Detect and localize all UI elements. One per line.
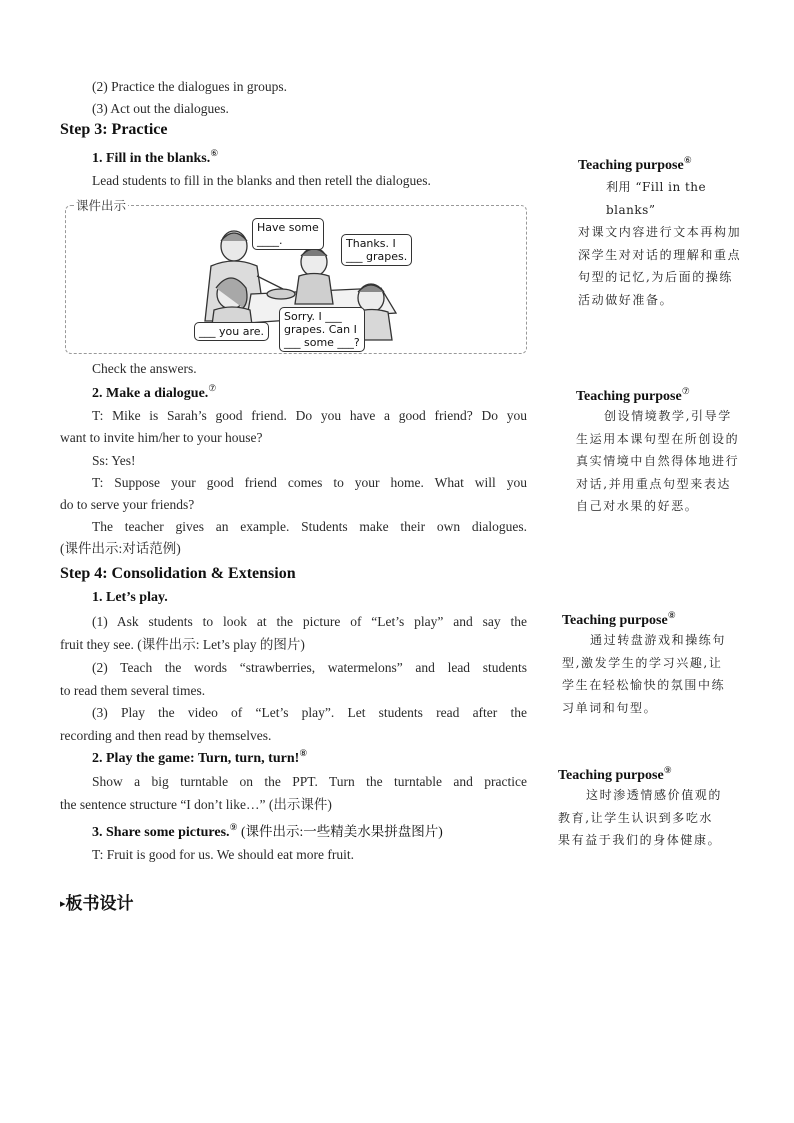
teaching-note-sup: ⑨ bbox=[663, 765, 672, 775]
teaching-note-line: 通过转盘游戏和操练句 bbox=[590, 633, 727, 647]
share-pictures-heading bbox=[92, 820, 443, 841]
bubble-you-are-line: ___ you are. bbox=[199, 325, 264, 338]
dialogue-t1-line1: T: Mike is Sarah’s good friend. Do you have a good friend? Do you bbox=[92, 408, 527, 423]
fill-blanks-text: Lead students to fill in the blanks and then retell the dialogues. bbox=[92, 173, 431, 188]
bubble-sorry bbox=[279, 307, 365, 352]
teaching-note-sup: ⑧ bbox=[667, 610, 676, 620]
teaching-note-line: 对话,并用重点句型来表达 bbox=[576, 476, 732, 491]
teaching-note-title bbox=[558, 765, 738, 784]
lets-play-p1-line2: fruit they see. (课件出示: Let’s play 的图片) bbox=[60, 637, 305, 652]
teaching-note-line: 生运用本课句型在所创设的 bbox=[576, 431, 740, 446]
teaching-note-title-label: Teaching purpose bbox=[562, 613, 668, 628]
dialogue-t2-line2: do to serve your friends? bbox=[60, 497, 195, 512]
lets-play-heading: 1. Let’s play. bbox=[92, 590, 168, 605]
bubble-have-some-line1: Have some bbox=[257, 221, 319, 234]
lets-play-p2-line1: (2) Teach the words “strawberries, watermelons” and lead students bbox=[92, 660, 527, 675]
bubble-sorry-line2: grapes. Can I bbox=[284, 323, 357, 336]
teaching-note-line: 果有益于我们的身体健康。 bbox=[558, 833, 722, 847]
teaching-note-line: 教育,让学生认识到多吃水 bbox=[558, 810, 714, 825]
turntable-game-heading bbox=[92, 748, 307, 767]
teaching-note-line: 习单词和句型。 bbox=[562, 700, 658, 715]
teaching-note-title-label: Teaching purpose bbox=[578, 158, 684, 173]
teaching-note-title-label: Teaching purpose bbox=[558, 768, 664, 783]
teaching-note-8 bbox=[562, 610, 742, 719]
teaching-note-line: 深学生对对话的理解和重点 bbox=[578, 247, 742, 262]
act-out-line: (3) Act out the dialogues. bbox=[92, 101, 229, 116]
board-design-label: 板书设计 bbox=[65, 894, 134, 914]
teaching-note-title bbox=[576, 386, 756, 405]
teaching-note-line: 创设情境教学,引导学 bbox=[604, 409, 732, 423]
practice-groups-line: (2) Practice the dialogues in groups. bbox=[92, 79, 287, 94]
bubble-thanks-line2: ___ grapes. bbox=[346, 250, 408, 263]
share-pictures-label: 3. Share some pictures. bbox=[92, 825, 230, 840]
bubble-have-some bbox=[252, 218, 324, 250]
teaching-note-title bbox=[562, 610, 742, 629]
teaching-note-7 bbox=[576, 386, 756, 518]
teacher-example-line1: The teacher gives an example. Students make their own dialogues. bbox=[92, 519, 527, 534]
footnote-7-marker: ⑦ bbox=[208, 383, 217, 393]
dialogue-t2-line1: T: Suppose your good friend comes to your home. What will you bbox=[92, 475, 527, 490]
teaching-note-line: 自己对水果的好恶。 bbox=[576, 499, 699, 513]
teaching-note-sup: ⑦ bbox=[681, 386, 690, 396]
turntable-line2: the sentence structure “I don’t like…” (出示课件) bbox=[60, 797, 332, 812]
footnote-6-marker: ⑥ bbox=[210, 148, 219, 158]
footnote-8-marker: ⑧ bbox=[299, 748, 308, 758]
turntable-game-label: 2. Play the game: Turn, turn, turn! bbox=[92, 751, 300, 766]
fill-blanks-heading bbox=[92, 148, 218, 167]
lets-play-p1-line1: (1) Ask students to look at the picture of “Let’s play” and say the bbox=[92, 614, 527, 629]
bubble-thanks bbox=[341, 234, 412, 266]
bubble-you-are bbox=[194, 322, 269, 341]
turntable-line1: Show a big turntable on the PPT. Turn the turntable and practice bbox=[92, 774, 527, 789]
courseware-label: 课件出示 bbox=[76, 198, 127, 213]
teaching-note-line: 句型的记忆,为后面的操练 bbox=[578, 270, 734, 284]
teaching-note-line: 型,激发学生的学习兴趣,让 bbox=[562, 655, 723, 670]
board-design-heading bbox=[60, 889, 134, 914]
teaching-note-line: 这时渗透情感价值观的 bbox=[586, 788, 723, 802]
bubble-sorry-line3: ___ some ___? bbox=[284, 336, 360, 349]
teaching-note-line: 学生在轻松愉快的氛围中练 bbox=[562, 678, 726, 692]
teaching-note-9 bbox=[558, 765, 738, 852]
step4-heading: Step 4: Consolidation & Extension bbox=[60, 565, 296, 582]
lets-play-p3-line1: (3) Play the video of “Let’s play”. Let students read after the bbox=[92, 705, 527, 720]
board-marker-icon: ▸ bbox=[60, 897, 66, 910]
teaching-note-sup: ⑥ bbox=[683, 155, 692, 165]
teaching-note-6 bbox=[578, 155, 758, 311]
check-answers-line: Check the answers. bbox=[92, 361, 197, 376]
courseware-box bbox=[65, 205, 527, 354]
dialogue-ss-line: Ss: Yes! bbox=[92, 453, 136, 468]
fill-blanks-label: 1. Fill in the blanks. bbox=[92, 151, 211, 166]
teaching-note-title bbox=[578, 155, 758, 174]
fruit-good-line: T: Fruit is good for us. We should eat more fruit. bbox=[92, 847, 354, 862]
bubble-sorry-line1: Sorry. I ___ bbox=[284, 310, 342, 323]
bubble-thanks-line1: Thanks. I bbox=[346, 237, 396, 250]
dialogue-t1-line2: want to invite him/her to your house? bbox=[60, 430, 263, 445]
teaching-note-line: 活动做好准备。 bbox=[578, 292, 674, 307]
lets-play-p3-line2: recording and then read by themselves. bbox=[60, 728, 272, 743]
teaching-note-line: 对课文内容进行文本再构加 bbox=[578, 225, 742, 239]
make-dialogue-label: 2. Make a dialogue. bbox=[92, 386, 209, 401]
teacher-example-line2: (课件出示:对话范例) bbox=[60, 541, 181, 556]
footnote-9-marker: ⑨ bbox=[229, 822, 238, 832]
teaching-note-line: 利用 “Fill in the blanks” bbox=[606, 180, 707, 217]
make-dialogue-heading bbox=[92, 383, 216, 402]
share-pictures-courseware: (课件出示:一些精美水果拼盘图片) bbox=[237, 824, 443, 839]
teaching-note-title-label: Teaching purpose bbox=[576, 389, 682, 404]
teaching-note-line: 真实情境中自然得体地进行 bbox=[576, 454, 740, 468]
step3-heading: Step 3: Practice bbox=[60, 121, 168, 138]
bubble-have-some-line2: ____. bbox=[257, 234, 283, 247]
lets-play-p2-line2: to read them several times. bbox=[60, 683, 206, 698]
